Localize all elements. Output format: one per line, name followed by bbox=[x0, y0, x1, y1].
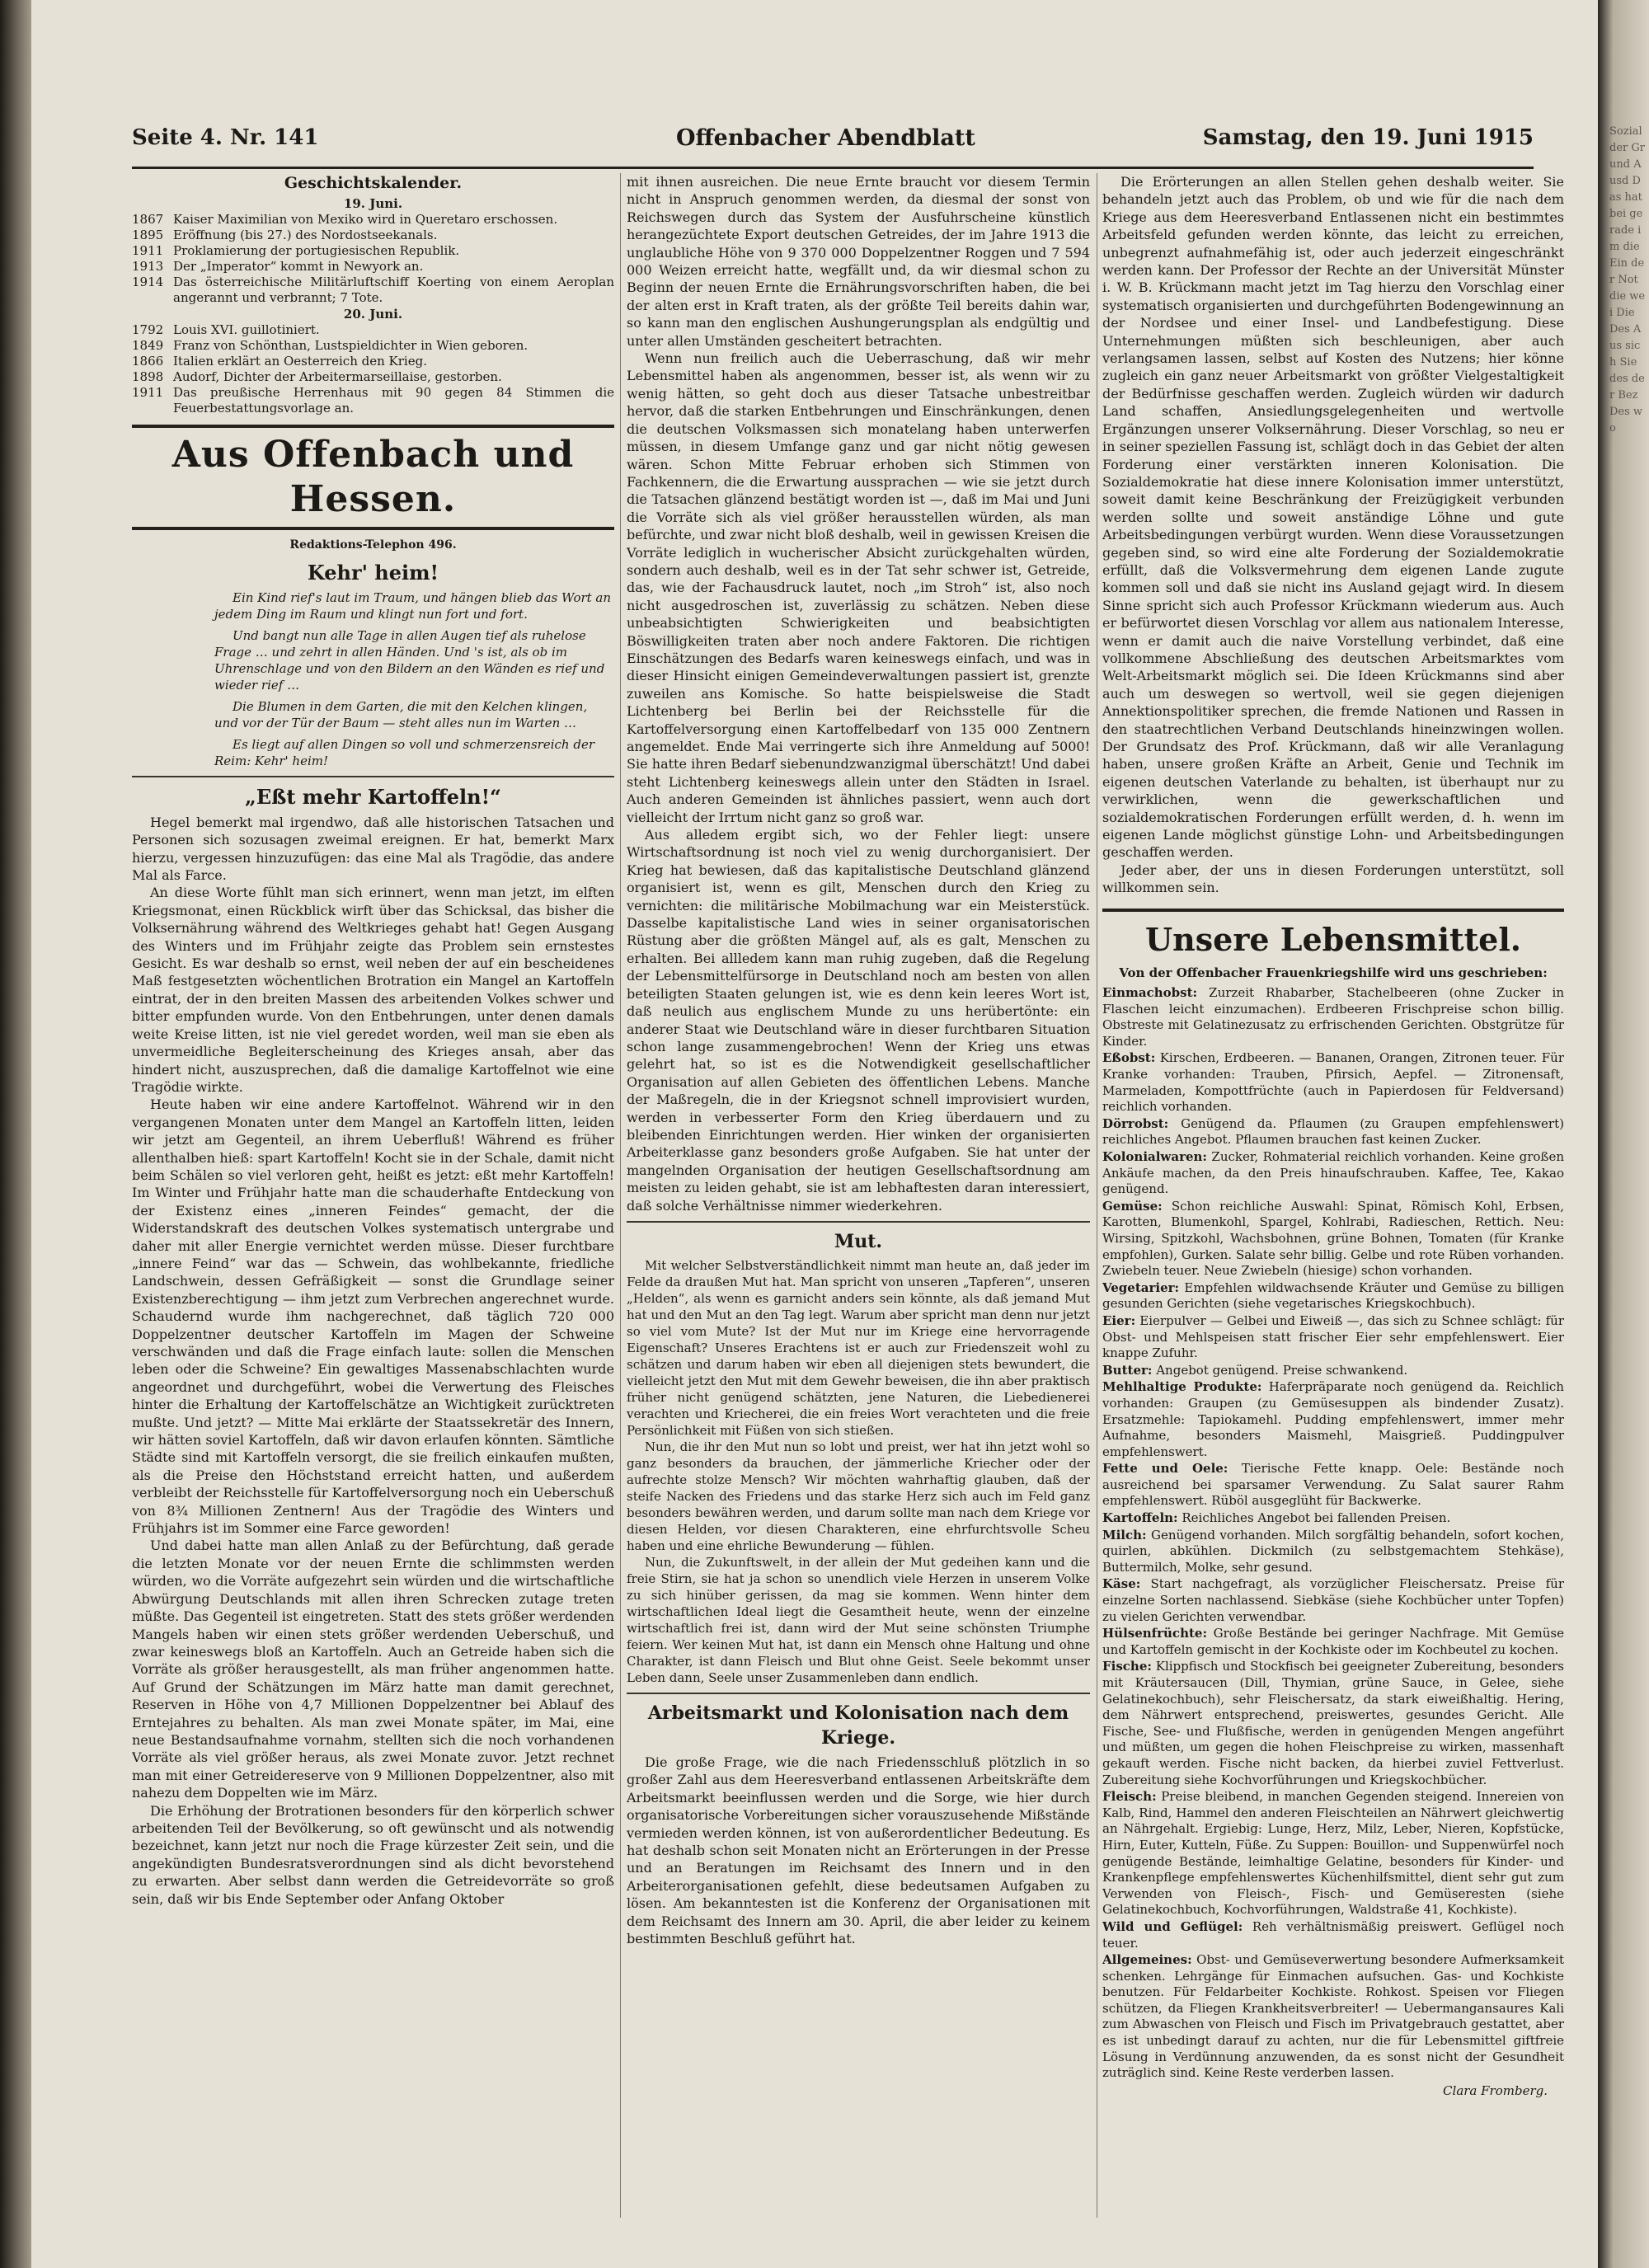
lebensmittel-label: Kartoffeln: bbox=[1102, 1510, 1178, 1526]
lebensmittel-text: Große Bestände bei geringer Nachfrage. Mit Gemüse und Kartoffeln gemischt in der Kochkiste oder im Kochbeutel zu kochen. bbox=[1102, 1626, 1564, 1657]
lebensmittel-item bbox=[1102, 1576, 1564, 1625]
lebensmittel-item bbox=[1102, 1659, 1564, 1788]
article-paragraph: Die Erörterungen an allen Stellen gehen deshalb weiter. Sie behandeln jetzt auch das Problem, ob und wie für die nach dem Kriege aus dem Heeresverband Entlassenen nicht ein bestimmtes Arbeitsfeld gefunden werden könnte, das leicht zu erreichen, unbegrenzt aufnahmefähig ist, oder auch jederzeit eingeschränkt werden kann. Der Professor der Rechte an der Universität Münster i. W. B. Krückmann macht jetzt im Tag hierzu den Vorschlag einer systematisch organisierten und durchgeführten Bodengewinnung an der Nordsee und einer Insel- und Landbefestigung. Diese Unternehmungen müßten sich beschleunigen, aber auch verlangsamen lassen, selbst auf Kosten des Nutzens; hier könne zugleich ein ganz neuer Arbeitsmarkt von größter Vielgestaltigkeit der Bedürfnisse geschaffen werden. Zugleich würden wir dadurch Land schaffen, Ansiedlungsgelegenheiten und wertvolle Ergänzungen unserer Volksernährung. Dieser Vorschlag, so neu er in seiner speziellen Fassung ist, schlägt doch in das Gebiet der alten Forderung einer verstärkten inneren Kolonisation. Die Sozialdemokratie hat diese innere Kolonisation immer unterstützt, soweit damit keine Beschränkung der Freizügigkeit verbunden werden sollte und soweit anständige Löhne und gute Arbeitsbedingungen verbürgt wurden. Wenn diese Voraussetzungen gegeben sind, so wird eine alte Forderung der Sozialdemokratie erfüllt, daß die Volksvermehrung dem eigenen Lande zugute kommen soll und daß sie nicht ins Ausland gejagt wird. In diesem Sinne spricht sich auch Professor Krückmann wiederum aus. Auch er befürwortet diesen Vorschlag vor allem aus nationalem Interesse, wenn er damit auch die naive Vorstellung verbindet, daß eine vollkommene Abschließung des deutschen Arbeitsmarktes vom Welt-Arbeitsmarkt möglich sei. Die Ideen Krückmanns sind aber auch um deswegen so wertvoll, weil sie gegen diejenigen Annektionspolitiker sprechen, die fremde Nationen und Rassen in den staatrechtlichen Verband Deutschlands hineinzwingen wollen. Der Grundsatz des Prof. Krückmann, daß wir alle Veranlagung haben, unsere großen Kräfte an Arbeit, Genie und Technik im eigenen deutschen Vaterlande zu behalten, ist überhaupt nur zu verwirklichen, wenn die gewerkschaftlichen und sozialdemokratischen Forderungen erfüllt werden, d. h. wenn im eigenen Lande möglichst günstige Lohn- und Arbeitsbedingungen geschaffen werden. bbox=[1102, 174, 1564, 861]
lebensmittel-label: Fische: bbox=[1102, 1659, 1152, 1674]
lebensmittel-label: Eier: bbox=[1102, 1312, 1136, 1328]
lebensmittel-label: Gemüse: bbox=[1102, 1198, 1163, 1214]
article-paragraph: An diese Worte fühlt man sich erinnert, wenn man jetzt, im elften Kriegsmonat, einen Rückblick wirft über das Schicksal, das bisher die Volksernährung während des Weltkrieges gehabt hat! Gegen Ausgang des Winters und im Frühjahr zeigte das Problem sein ernstestes Gesicht. Es war deshalb so ernst, weil neben der auf ein bescheidenes Maß festgesetzten wöchentlichen Brotration ein Mangel an Kartoffeln eintrat, der in den breiten Massen des arbeitenden Volkes schwer und bitter empfunden wurde. Von den Entbehrungen, unter denen damals weite Kreise litten, ist nie viel geredet worden, weil man sie eben als unvermeidliche Begleiterscheinung des Krieges ansah, aber das hindert nicht, auszusprechen, daß die damalige Kartoffelnot wie eine Tragödie wirkte. bbox=[132, 885, 614, 1095]
lebensmittel-text: Reichliches Angebot bei fallenden Preisen. bbox=[1182, 1510, 1451, 1526]
lebensmittel-label: Fleisch: bbox=[1102, 1789, 1157, 1805]
lebensmittel-label: Vegetarier: bbox=[1102, 1280, 1180, 1295]
lebensmittel-label: Fette und Oele: bbox=[1102, 1461, 1229, 1477]
lebensmittel-label: Wild und Geflügel: bbox=[1102, 1918, 1243, 1934]
poem-stanza: Und bangt nun alle Tage in allen Augen tief als ruhelose Frage … und zehrt in allen Händen. Und 's ist, als ob im Uhrenschlage und von den Bildern an den Wänden es rief und wieder rief … bbox=[214, 627, 605, 693]
separator bbox=[132, 776, 614, 777]
separator bbox=[627, 1693, 1090, 1694]
article-paragraph: Heute haben wir eine andere Kartoffelnot. Während wir in den vergangenen Monaten unter dem Mangel an Kartoffeln litten, leiden wir jetzt am Gegenteil, an ihrem Ueberfluß! Während es früher allenthalben hieß: spart Kartoffeln! Kocht sie in der Schale, damit nicht beim Schälen so viel verloren geht, heißt es jetzt: eßt mehr Kartoffeln! Im Winter und Frühjahr hatte man die schauderhafte Entdeckung von der Existenz eines „inneren Feindes“ gemacht, der die Widerstandskraft des deutschen Volkes systematisch untergrabe und daher mit aller Energie vernichtet werden müsse. Dieser furchtbare „innere Feind“ war das — Schwein, das wohlbekannte, friedliche Landschwein, dessen Gefräßigkeit — sonst die Grundlage seiner Existenzberechtigung — ihm jetzt zum Verbrechen angerechnet wurde. Schaudernd wurde ihm nachgerechnet, daß täglich 720 000 Doppelzentner deutscher Kartoffeln im Magen der Schweine verschwänden und daß die Frage einfach laute: sollen die Menschen leben oder die Schweine? Ein gewaltiges Massenabschlachten wurde angeordnet und durchgeführt, wobei die Verwertung des Fleisches hinter die Erhaltung der Kartoffelschätze an Wichtigkeit zurücktreten mußte. Und jetzt? — Mitte Mai erklärte der Staatssekretär des Innern, wir hätten soviel Kartoffeln, daß wir davon erlaufen könnten. Sämtliche Städte sind mit Kartoffeln versorgt, die sie freilich einkaufen mußten, als die Preise den Höchststand erreicht hatten, und außerdem verbleibt der Reichsstelle für Kartoffelversorgung noch ein Ueberschuß von 8¾ Millionen Zentnern! Aus der Tragödie des Winters und Frühjahrs ist im Sommer eine Farce geworden! bbox=[132, 1096, 614, 1537]
article-title-mut: Mut. bbox=[834, 1230, 883, 1252]
lebensmittel-label: Butter: bbox=[1102, 1362, 1153, 1378]
article-paragraph: Mit welcher Selbstverständlichkeit nimmt man heute an, daß jeder im Felde da draußen Mut hat. Man spricht von unseren „Tapferen“, unseren „Helden“, als wenn es garnicht anders sein könnte, als daß jemand Mut hat und den Mut an den Tag legt. Warum aber spricht man denn nur jetzt so viel vom Mute? Ist der Mut nur im Kriege eine hervorragende Eigenschaft? Unseres Erachtens ist er auch zur Friedenszeit wohl zu schätzen und darum haben wir eben all diejenigen stets bewundert, die vielleicht jetzt den Mut mit dem Gewehr beweisen, die ihn aber praktisch früher nicht genügend schätzten, jene Naturen, die Liebedienerei verachten und Kriecherei, die ein freies Wort verachteten und die freie Persönlichkeit mit Füßen von sich stießen. bbox=[627, 1257, 1090, 1438]
article-title-kartoffeln: „Eßt mehr Kartoffeln!“ bbox=[245, 784, 501, 809]
lebensmittel-text: Tierische Fette knapp. Oele: Bestände noch ausreichend bei sparsamer Verwendung. Zu Salat saurer Rahm empfehlenswert. Rüböl ausgeglüht für Backwerke. bbox=[1102, 1461, 1564, 1509]
calendar-year: 1849 bbox=[132, 338, 164, 354]
page-number: Seite 4. Nr. 141 bbox=[132, 125, 319, 150]
calendar-entry bbox=[132, 369, 614, 385]
calendar-entry bbox=[132, 338, 614, 354]
calendar-entry bbox=[132, 212, 614, 228]
book-spine bbox=[0, 0, 31, 2268]
calendar-text: Audorf, Dichter der Arbeitermarseillaise, gestorben. bbox=[173, 369, 502, 385]
article-paragraph: Nun, die ihr den Mut nun so lobt und preist, wer hat ihn jetzt wohl so ganz besonders da brauchen, der jämmerliche Kriecher oder der aufrechte stolze Mensch? Wir möchten wahrhaftig glauben, daß der steife Nacken des Friedens und das starke Herz sich auch im Feld ganz besonders bewähren werden, und darum sollte man nach dem Kriege vor diesen Helden, vor diesen Charakteren, eine ehrfurchtsvolle Scheu haben und eine ehrliche Bewunderung — fühlen. bbox=[627, 1439, 1090, 1553]
calendar-year: 1895 bbox=[132, 228, 164, 243]
poem-stanza: Die Blumen in dem Garten, die mit den Kelchen klingen, und vor der Tür der Baum — steht alles nun im Warten … bbox=[214, 698, 588, 730]
calendar-text: Louis XVI. guillotiniert. bbox=[173, 322, 320, 338]
calendar-list-1 bbox=[132, 212, 614, 306]
header-rule bbox=[132, 167, 1534, 169]
calendar-text: Der „Imperator“ kommt in Newyork an. bbox=[173, 259, 424, 275]
column-2 bbox=[627, 173, 1090, 2218]
calendar-entry bbox=[132, 385, 614, 416]
calendar-list-2 bbox=[132, 322, 614, 416]
calendar-year: 1866 bbox=[132, 354, 164, 369]
article-title-arbeitsmarkt: Arbeitsmarkt und Kolonisation nach dem Kriege. bbox=[647, 1702, 1069, 1749]
lebensmittel-text: Start nachgefragt, als vorzüglicher Fleischersatz. Preise für einzelne Sorten nachlassend. Siebkäse (siehe Kochbücher unter Topfen) zu vielen Gerichten verwendbar. bbox=[1102, 1576, 1564, 1624]
calendar-entry bbox=[132, 243, 614, 259]
poem bbox=[132, 589, 614, 769]
lebensmittel-text: Genügend vorhanden. Milch sorgfältig behandeln, sofort kochen, quirlen, abkühlen. Dickmilch (zu selbstgemachtem Stehkäse), Buttermilch, Molke, sehr gesund. bbox=[1102, 1527, 1564, 1575]
lebensmittel-item bbox=[1102, 1050, 1564, 1115]
editorial-telephone: Redaktions-Telephon 496. bbox=[289, 538, 457, 552]
lebensmittel-item bbox=[1102, 1919, 1564, 1951]
lebensmittel-item bbox=[1102, 1789, 1564, 1918]
column-3 bbox=[1102, 173, 1564, 2218]
lebensmittel-item bbox=[1102, 985, 1564, 1049]
calendar-text: Das preußische Herrenhaus mit 90 gegen 84 Stimmen die Feuerbestattungsvorlage an. bbox=[173, 385, 614, 416]
lebensmittel-list bbox=[1102, 985, 1564, 2082]
article-paragraph: Und dabei hatte man allen Anlaß zu der Befürchtung, daß gerade die letzten Monate vor der neuen Ernte die schlimmsten werden würden, wo die Vorräte aufgezehrt sein würden und die wirtschaftliche Abwürgung Deutschlands mit allen ihren Schrecken zutage treten müßte. Das Gegenteil ist eingetreten. Statt des stets größer werdenden Mangels haben wir einen stets größer werdenden Ueberschuß, und zwar keineswegs bloß an Kartoffeln. Auch an Getreide haben sich die Vorräte als größer herausgestellt, als man früher angenommen hatte. Auf Grund der Schätzungen im März hatte man damit gerechnet, Reserven in Höhe von 4,7 Millionen Doppelzentner bei Ablauf des Erntejahres zu behalten. Als man zwei Monate später, im Mai, eine neue Bestandsaufnahme vornahm, stellten sich die noch vorhandenen Vorräte als viel größer heraus, als zwei Monate zuvor. Jetzt rechnet man mit einer Getreidereserve von 9 Millionen Doppelzentner, also mit nahezu dem Doppelten wie im März. bbox=[132, 1538, 614, 1801]
lebensmittel-item bbox=[1102, 1626, 1564, 1658]
calendar-entry bbox=[132, 259, 614, 275]
lebensmittel-item bbox=[1102, 1510, 1564, 1527]
article-paragraph: Die Erhöhung der Brotrationen besonders für den körperlich schwer arbeitenden Teil der Bevölkerung, so oft gewünscht und als notwendig bezeichnet, kann jetzt nur noch die Frage kürzester Zeit sein, und die angekündigten Bundesratsverordnungen sind als dicht bevorstehend zu erwarten. Aber selbst dann werden die Getreidevorräte so groß sein, daß wir bis Ende September oder Anfang Oktober bbox=[132, 1802, 614, 1907]
article-paragraph: Hegel bemerkt mal irgendwo, daß alle historischen Tatsachen und Personen sich sozusagen zweimal ereignen. Er hat, bemerkt Marx hierzu, vergessen hinzuzufügen: das eine Mal als Tragödie, das andere Mal als Farce. bbox=[132, 814, 614, 884]
calendar-day-2: 20. Juni. bbox=[343, 307, 403, 322]
lebensmittel-item bbox=[1102, 1952, 1564, 2082]
lebensmittel-label: Hülsenfrüchte: bbox=[1102, 1626, 1207, 1641]
page-header bbox=[132, 125, 1534, 160]
separator bbox=[627, 1221, 1090, 1223]
lebensmittel-label: Eßobst: bbox=[1102, 1050, 1156, 1066]
lebensmittel-text: Obst- und Gemüseverwertung besondere Aufmerksamkeit schenken. Lehrgänge für Einmachen aufsuchen. Gas- und Kochkiste benutzen. Für Feldarbeiter Kochkiste. Rohkost. Speisen vor Fliegen schützen, da Fliegen Krankheitsverbreiter! — Uebermangansaures Kali zum Abwaschen von Fleisch und Fisch im Privatgebrauch gestattet, aber es ist unbedingt darauf zu achten, nur die für Lebensmittel giftfreie Lösung in Verdünnung anzuwenden, da es sonst nicht der Gesundheit zuträglich sind. Keine Reste verderben lassen. bbox=[1102, 1952, 1564, 2081]
poem-stanza: Es liegt auf allen Dingen so voll und schmerzensreich der Reim: Kehr' heim! bbox=[214, 736, 594, 768]
calendar-entry bbox=[132, 354, 614, 369]
calendar-year: 1898 bbox=[132, 369, 164, 385]
calendar-day-1: 19. Juni. bbox=[343, 196, 403, 212]
calendar-year: 1911 bbox=[132, 385, 164, 401]
calendar-year: 1911 bbox=[132, 243, 164, 259]
calendar-text: Das österreichische Militärluftschiff Koerting von einem Aeroplan angerannt und verbrannt; 7 Tote. bbox=[173, 275, 614, 306]
article-paragraph: Wenn nun freilich auch die Ueberraschung, daß wir mehr Lebensmittel haben als angenommen, besser ist, als wenn wir zu wenig hätten, so geht doch aus dieser Tatsache unbestreitbar hervor, daß die starken Entbehrungen und Einschränkungen, denen die deutschen Volksmassen sich monatelang haben unterwerfen müssen, in diesem Umfange ganz und gar nicht nötig gewesen wären. Schon Mitte Februar erhoben sich Stimmen von Fachkennern, die die Erwartung aussprachen — wie sie jetzt durch die Tatsachen glänzend bestätigt worden ist —, daß im Mai und Juni die Vorräte sich als viel größer herausstellen würden, als man befürchte, und zwar nicht bloß deshalb, weil in gewissen Kreisen die Vorräte lediglich in wucherischer Absicht zurückgehalten würden, sondern auch deshalb, weil es in der Tat sehr schwer ist, Getreide, das, wie der Fachausdruck lautet, noch „im Stroh“ ist, also noch nicht ausgedroschen ist, zuverlässig zu schätzen. Neben diese unbeabsichtigten Schwierigkeiten und beabsichtigten Böswilligkeiten traten aber noch andere Faktoren. Die richtigen Einschätzungen des Bedarfs waren keineswegs einfach, und was in dieser Hinsicht einigen Gemeindeverwaltungen passiert ist, grenzte zuweilen ans Komische. So hatte beispielsweise die Stadt Lichtenberg bei Berlin bei der Reichsstelle für die Kartoffelversorgung einen Kartoffelbedarf von 135 000 Zentnern angemeldet. Ende Mai verringerte sich ihre Anmeldung auf 5000! Sie hatte ihren Bedarf siebenundzwanzigmal überschätzt! Und dabei steht Lichtenberg keineswegs allein unter den Städten in Israel. Auch anderen Gemeinden ist ähnliches passiert, wenn auch dort vielleicht der Irrtum nicht ganz so groß war. bbox=[627, 350, 1090, 825]
lebensmittel-text: Haferpräparate noch genügend da. Reichlich vorhanden: Graupen (zu Gemüsesuppen als bindender Zusatz). Ersatzmehle: Tapiokamehl. Pudding empfehlenswert, immer mehr Aufnahme, besonders Maismehl, Maisgrieß. Puddingpulver empfehlenswert. bbox=[1102, 1379, 1564, 1459]
lebensmittel-text: Preise bleibend, in manchen Gegenden steigend. Innereien von Kalb, Rind, Hammel den anderen Fleischteilen an Nährwert gleichwertig an Nährgehalt. Ergiebig: Lunge, Herz, Milz, Leber, Nieren, Kopfstücke, Hirn, Euter, Kutteln, Füße. Zu Suppen: Bouillon- und Suppenwürfel noch genügende Bestände, leimhaltige Gelatine, besonders für Kinder- und Krankenpflege empfehlenswertes Küchenhilfsmittel, dient sehr gut zum Verwenden von Fleisch-, Fisch- und Gemüseresten (siehe Gelatinekochbuch, Kochvorführungen, Waldstraße 41, Kochkiste). bbox=[1102, 1789, 1564, 1918]
lebensmittel-text: Schon reichliche Auswahl: Spinat, Römisch Kohl, Erbsen, Karotten, Blumenkohl, Spargel, Kohlrabi, Radieschen, Rettich. Neu: Wirsing, Spitzkohl, Wachsbohnen, grüne Bohnen, Tomaten (für Kranke empfohlen), Gurken. Salate sehr billig. Gelbe und rote Rüben vorhanden. Zwiebeln teuer. Neue Zwiebeln (hiesige) schon vorhanden. bbox=[1102, 1198, 1564, 1279]
article-paragraph: Die große Frage, wie die nach Friedensschluß plötzlich in so großer Zahl aus dem Heeresverband entlassenen Arbeitskräfte dem Arbeitsmarkt beeinflussen werden und die Sorge, wie hier durch organisatorische Vorbereitungen sicher vorauszusehende Mißstände vermieden werden können, ist von außerordentlicher Bedeutung. Es hat deshalb schon seit Monaten nicht an Erörterungen in der Presse und an Beratungen im Reichsamt des Innern und in den Arbeiterorganisationen gefehlt, diese bedeutsamen Aufgaben zu lösen. Am bekanntesten ist die Konferenz der Organisationen mit dem Reichsamt des Innern am 30. April, die aber leider zu keinem bestimmten Beschluß geführt hat. bbox=[627, 1754, 1090, 1947]
column-divider-1 bbox=[620, 173, 621, 2218]
lebensmittel-label: Allgemeines: bbox=[1102, 1952, 1192, 1968]
lebensmittel-label: Milch: bbox=[1102, 1527, 1147, 1543]
calendar-year: 1867 bbox=[132, 212, 164, 228]
calendar-year: 1914 bbox=[132, 275, 164, 290]
calendar-entry bbox=[132, 275, 614, 306]
calendar-text: Proklamierung der portugiesischen Republik. bbox=[173, 243, 460, 259]
lebensmittel-item bbox=[1102, 1528, 1564, 1576]
author-signature: Clara Fromberg. bbox=[1443, 2083, 1548, 2098]
lebensmittel-text: Eierpulver — Gelbei und Eiweiß —, das sich zu Schnee schlägt: für Obst- und Mehlspeisen statt frischer Eier sehr empfehlenswert. Eier knappe Zufuhr. bbox=[1102, 1312, 1564, 1361]
lebensmittel-text: Kirschen, Erdbeeren. — Bananen, Orangen, Zitronen teuer. Für Kranke vorhanden: Trauben, Pfirsich, Aepfel. — Zitronensaft, Marmeladen, Kompottfrüchte (auch in Papierdosen für Feldversand) reichlich vorhanden. bbox=[1102, 1050, 1564, 1115]
section-heading: Aus Offenbach und Hessen. bbox=[132, 425, 614, 530]
calendar-text: Franz von Schönthan, Lustspieldichter in Wien geboren. bbox=[173, 338, 529, 354]
lebensmittel-item bbox=[1102, 1363, 1564, 1379]
poem-title: Kehr' heim! bbox=[307, 560, 439, 585]
calendar-title: Geschichtskalender. bbox=[284, 174, 463, 192]
article-paragraph: Aus alledem ergibt sich, wo der Fehler liegt: unsere Wirtschaftsordnung ist noch viel zu wenig durchorganisiert. Der Krieg hat bewiesen, daß das kapitalistische Deutschland glänzend organisiert ist, wenn es gilt, Menschen durch den Krieg zu vernichten: die militärische Mobilmachung war ein Meisterstück. Dasselbe kapitalistische Land wies in seiner organisatorischen Rüstung aber die größten Mängel auf, als es galt, Menschen zu erhalten. Bei allledem kann man ruhig zugeben, daß die Regelung der Lebensmittelfürsorge in Deutschland noch am besten von allen beteiligten Staaten gelungen ist, wie es denn kein leeres Wort ist, daß neulich aus englischem Munde zu uns herübertönte: ein anderer Staat wie Deutschland wäre in dieser furchtbaren Situation schon lange zusammengebrochen! Wenn der Krieg uns etwas gelehrt hat, so ist es die Notwendigkeit gesellschaftlicher Organisation auf allen Gebieten des öffentlichen Lebens. Manche der Maßregeln, die in der Kriegsnot schnell improvisiert wurden, werden in verbesserter Form den Krieg überdauern und zu bleibenden Einrichtungen werden. Hier winken der organisierten Arbeiterklasse ganz besonders große Aufgaben. Sie hat unter der mangelnden Organisation der heutigen Gesellschaftsordnung am meisten zu leiden gehabt, sie ist am lebhaftesten daran interessiert, daß solche Verhältnisse nimmer wiederkehren. bbox=[627, 827, 1090, 1214]
lebensmittel-label: Dörrobst: bbox=[1102, 1115, 1169, 1131]
lebensmittel-text: Genügend da. Pflaumen (zu Graupen empfehlenswert) reichliches Angebot. Pflaumen brauchen fast keinen Zucker. bbox=[1102, 1115, 1564, 1148]
calendar-year: 1792 bbox=[132, 322, 164, 338]
lebensmittel-text: Reh verhältnismäßig preiswert. Geflügel noch teuer. bbox=[1102, 1918, 1564, 1951]
issue-date: Samstag, den 19. Juni 1915 bbox=[1202, 125, 1534, 150]
article-paragraph: mit ihnen ausreichen. Die neue Ernte braucht vor diesem Termin nicht in Anspruch genommen werden, da diesmal der sonst von Reichswegen durch das System der Ausfuhrscheine künstlich herangezüchtete Export deutschen Getreides, der im Jahre 1913 die unglaubliche Höhe von 9 370 000 Doppelzentner Roggen und 7 594 000 Weizen erreicht hatte, wegfällt und, da wir diesmal schon zu Beginn der neuen Ernte die Ernährungsvorschriften haben, die bei der alten erst in Kraft traten, als der größte Teil bereits dahin war, so kann man den englischen Aushungerungsplan als endgültig und unter allen Umständen gescheitert betrachten. bbox=[627, 174, 1090, 349]
article-title-lebensmittel: Unsere Lebensmittel. bbox=[1102, 909, 1564, 960]
lebensmittel-text: Zurzeit Rhabarber, Stachelbeeren (ohne Zucker in Flaschen leicht einzumachen). Erdbeeren Frischpreise schon billig. Obstreste mit Gelatinezusatz zu erfrischenden Gerichten. Obstgrütze für Kinder. bbox=[1102, 985, 1564, 1049]
lebensmittel-item bbox=[1102, 1116, 1564, 1148]
adjacent-page-text: Sozial der Grund Ausd Das hat bei gerade im die Ein der Not die wei Die Des Aus sich Sie des der Bez Des wo bbox=[1609, 125, 1646, 434]
lebensmittel-text: Klippfisch und Stockfisch bei geeigneter Zubereitung, besonders mit Kräutersaucen (Dill, Thymian, grüne Sauce, in Gelee, siehe Gelatinekochbuch), sehr Fleischersatz, da stark eiweißhaltig. Hering, dem Nährwert entsprechend, preiswertes, gesundes Gericht. Alle Fische, See- und Flußfische, werden in genügenden Mengen angeführt und müßten, um gegen die hohen Fleischpreise zu wirken, massenhaft gekauft werden. Fische nicht backen, da hierbei zuviel Fettverlust. Zubereitung siehe Kochvorführungen und Kriegskochbücher. bbox=[1102, 1659, 1564, 1787]
lebensmittel-text: Angebot genügend. Preise schwankend. bbox=[1156, 1362, 1408, 1378]
lebensmittel-intro: Von der Offenbacher Frauenkriegshilfe wird uns geschrieben: bbox=[1119, 965, 1548, 980]
lebensmittel-label: Einmachobst: bbox=[1102, 985, 1198, 1001]
lebensmittel-label: Mehlhaltige Produkte: bbox=[1102, 1379, 1262, 1395]
calendar-text: Eröffnung (bis 27.) des Nordostseekanals. bbox=[173, 228, 438, 243]
lebensmittel-item bbox=[1102, 1199, 1564, 1280]
lebensmittel-item bbox=[1102, 1379, 1564, 1460]
lebensmittel-text: Zucker, Rohmaterial reichlich vorhanden. Keine großen Ankäufe machen, da den Preis hinaufschrauben. Kaffee, Tee, Kakao genügend. bbox=[1102, 1149, 1564, 1197]
calendar-text: Kaiser Maximilian von Mexiko wird in Queretaro erschossen. bbox=[173, 212, 558, 228]
newspaper-title: Offenbacher Abendblatt bbox=[676, 125, 975, 151]
lebensmittel-text: Empfehlen wildwachsende Kräuter und Gemüse zu billigen gesunden Gerichten (siehe vegetarisches Kriegskochbuch). bbox=[1102, 1280, 1564, 1312]
lebensmittel-item bbox=[1102, 1313, 1564, 1362]
lebensmittel-item bbox=[1102, 1280, 1564, 1312]
calendar-entry bbox=[132, 322, 614, 338]
calendar-entry bbox=[132, 228, 614, 243]
lebensmittel-item bbox=[1102, 1149, 1564, 1198]
article-paragraph: Jeder aber, der uns in diesen Forderungen unterstützt, soll willkommen sein. bbox=[1102, 862, 1564, 896]
calendar-year: 1913 bbox=[132, 259, 164, 275]
lebensmittel-label: Kolonialwaren: bbox=[1102, 1149, 1207, 1164]
article-paragraph: Nun, die Zukunftswelt, in der allein der Mut gedeihen kann und die freie Stirn, sie hat ja schon so unendlich viele Herzen in unserem Volke zu sich hinüber gerissen, da mag sie kommen. Wenn hinter dem wirtschaftlichen Ideal liegt die Gesamtheit heute, wenn der einzelne wirtschaftlich frei ist, dann wird der Mut seine schönsten Triumphe feiern. Wer keinen Mut hat, ist dann ein Mensch ohne Haltung und ohne Charakter, ist dann Fleisch und Blut ohne Geist. Seele bekommt unser Leben dann, Seele unser Zusammenleben dann endlich. bbox=[627, 1554, 1090, 1685]
column-1 bbox=[132, 173, 614, 2218]
adjacent-page-edge bbox=[1598, 0, 1649, 2268]
lebensmittel-item bbox=[1102, 1461, 1564, 1510]
poem-stanza: Ein Kind rief's laut im Traum, und hängen blieb das Wort an jedem Ding im Raum und klingt nun fort und fort. bbox=[214, 589, 612, 622]
calendar-text: Italien erklärt an Oesterreich den Krieg. bbox=[173, 354, 427, 369]
lebensmittel-label: Käse: bbox=[1102, 1576, 1141, 1592]
